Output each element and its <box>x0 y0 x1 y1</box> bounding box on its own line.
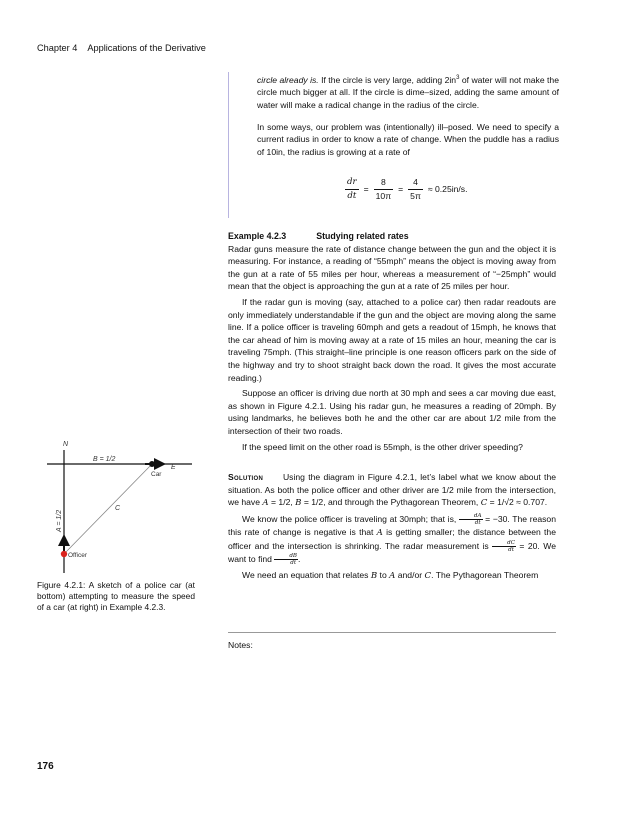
var-c: C <box>480 498 488 509</box>
eq-den-10pi: 10π <box>375 190 392 201</box>
eq-equals-1: = <box>363 184 369 195</box>
frac-dA: dA <box>459 513 483 520</box>
recap-superscript: 3 <box>456 75 460 81</box>
eq-equals-2: = <box>398 184 404 195</box>
eq-dt: dt <box>347 190 357 201</box>
solution-s2-e: = 20. We want to find <box>228 540 556 564</box>
eq-num-4: 4 <box>408 176 423 190</box>
example-block <box>228 230 556 583</box>
frac-dC: dC <box>492 540 516 547</box>
page-header <box>37 43 206 53</box>
example-label: Example 4.2.3 <box>228 231 287 241</box>
frac-dB: dB <box>274 553 298 560</box>
example-paragraph-2: If the radar gun is moving (say, attached to a police car) then radar readouts are only immediately understandable if the gun and the object are moving along the same line. If a police officer is traveling 60mph and gets a readout of 15mph, he knows that the car ahead of him is moving away at a rate of 15 miles an hour, meaning the car is traveling 75mph. (This straight–line principle is one reason officers park on the side of the highway and try to shoot straight back down the road. It gives the most accurate reading.) <box>228 296 556 383</box>
solution-s1-e: = 1/2, and through the Pythagorean Theorem, <box>301 497 481 508</box>
solution-s2-a: We know the police officer is traveling at 30mph; that is, <box>242 513 459 524</box>
figure-4-2-1 <box>37 436 197 576</box>
recap-paragraph-2: In some ways, our problem was (intentionally) ill–posed. We need to specify a current radius in order to know a rate of change. When the puddle has a radius of 10in, the radius is growing at a rate of <box>257 121 559 157</box>
solution-s1-a: Using the diagram in Figure 4.2.1, let’s label what we know about the situation. As both the police officer and other driver are 1/2 mile from the intersection, we have <box>228 472 557 508</box>
solution-s1-c: = 1/2, <box>268 497 296 508</box>
example-paragraph-1: Radar guns measure the rate of distance change between the gun and the object it is measuring. For instance, a reading of “55mph” means the object is moving away from the gun at a rate of 55 miles per hour, whereas a measurement of “−25mph” would mean that the object is approaching the gun at a rate of 25 miles per hour. <box>228 243 556 292</box>
page-number: 176 <box>37 761 54 772</box>
car-dot <box>149 461 155 467</box>
example-title: Studying related rates <box>316 231 409 241</box>
var-a-3: A <box>389 571 396 582</box>
frac-dt-2: dt <box>508 546 514 553</box>
solution-s1-g: = 1/√2 ≈ 0.707. <box>487 497 548 508</box>
solution-s3-g: . The Pythagorean Theorem <box>431 570 539 581</box>
a-label: A = 1/2 <box>56 509 63 532</box>
chapter-label: Chapter 4 <box>37 43 78 53</box>
frac-dt-1: dt <box>474 520 481 527</box>
east-label: E <box>171 464 176 471</box>
hypotenuse-c <box>64 464 152 554</box>
solution-s3-a: We need an equation that relates <box>242 570 371 581</box>
recap-text-b: If the circle is very large, adding 2in <box>318 74 457 85</box>
solution-paragraph-3 <box>228 569 556 583</box>
north-label: N <box>63 441 69 448</box>
recap-italic-text: circle already is. <box>257 74 319 85</box>
b-label: B = 1/2 <box>93 456 116 463</box>
solution-s2-d: is getting smaller; the distance between the officer and the intersection is shrinking. The radar measurement is <box>228 527 556 551</box>
var-b: B <box>295 498 302 509</box>
frac-dC-dt <box>492 540 516 553</box>
solution-paragraph-1 <box>228 471 556 510</box>
car-label: Car <box>151 471 162 478</box>
solution-s2-b: = −30. The reason this rate of change is negative is that <box>228 513 556 538</box>
eq-dr: dr <box>345 176 359 190</box>
frac-dB-dt <box>274 553 301 567</box>
frac-dA-dt <box>459 513 483 526</box>
solution-label: Solution <box>228 472 264 483</box>
eq-den-5pi: 5π <box>410 190 421 201</box>
recap-text-c: of water will not make the circle much bigger at all. If the circle is dime–sized, adding the same amount of water will make a radical change in the radius of the circle. <box>257 74 559 111</box>
var-a-2: A <box>376 528 383 539</box>
var-a: A <box>262 498 269 509</box>
var-c-2: C <box>424 571 432 582</box>
eq-result: ≈ 0.25in/s. <box>427 184 468 195</box>
example-paragraph-3: Suppose an officer is driving due north at 30 mph and sees a car moving due east, as shown in Figure 4.2.1. Using his radar gun, he measures a reading of 20mph. By using landmarks, he believes both he and the other car are about 1/2 mile from the intersection of their two roads. <box>228 388 556 436</box>
example-paragraph-4: If the speed limit on the other road is 55mph, is the other driver speeding? <box>242 441 523 452</box>
solution-s2-f: . <box>298 553 301 564</box>
officer-dot <box>61 551 67 557</box>
c-label: C <box>115 505 121 512</box>
var-b-2: B <box>370 571 378 582</box>
example-heading <box>228 230 556 243</box>
recap-paragraph-1 <box>257 72 559 112</box>
eq-num-8: 8 <box>374 176 394 190</box>
officer-label: Officer <box>68 552 88 559</box>
chapter-title: Applications of the Derivative <box>87 43 206 53</box>
previous-example-conclusion <box>228 72 559 218</box>
figure-caption: Figure 4.2.1: A sketch of a police car (at bottom) attempting to measure the speed of a car (at right) in Example 4.2.3. <box>37 580 195 612</box>
frac-dt-3: dt <box>290 560 297 567</box>
solution-s3-e: and/or <box>395 570 425 581</box>
radius-rate-equation <box>345 168 559 210</box>
solution-s3-c: to <box>377 570 390 581</box>
notes-label: Notes: <box>228 640 253 650</box>
notes-divider <box>228 632 556 633</box>
solution-paragraph-2 <box>228 513 556 566</box>
